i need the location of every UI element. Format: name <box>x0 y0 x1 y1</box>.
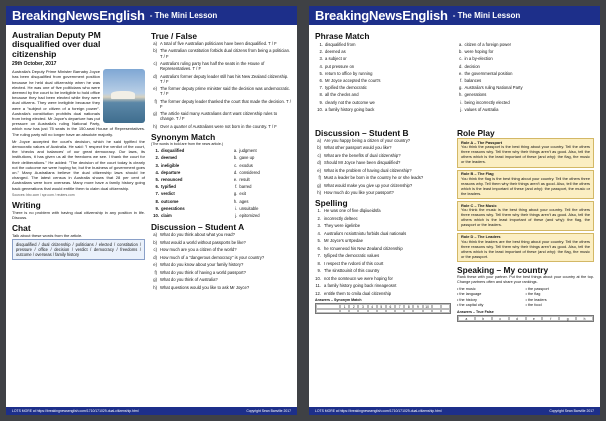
list-item: 3. They were iigelinbe <box>317 223 361 229</box>
list-item: a) A total of five Australian politicians have been disqualified. T / F <box>153 41 277 46</box>
synonym-table <box>151 147 291 219</box>
list-item: f) The former deputy leader thanked the court that made the decision. T / F <box>154 98 291 109</box>
chat-word-box: disqualified / dual citizenship / politicians / elected / constitution / pressure / office / decision / verdict / democracy / freedoms / outcome / overseas / family history <box>12 239 145 260</box>
article-paragraph: Australia's Deputy Prime Minister Barnaby Joyce has been disqualified from government position because he held dual citizenship when he was elected. He was one of five politicians who were deemed by the court to be ineligible to hold office because they had been elected while they were dual citizens. They were ineligible because they were a "subject or citizen of a foreign power". Australia's constitution prohibits dual nationals from being elected. Mr Joyce's departure has put pressure on Australia's ruling National Party, which now has just 75 seats in the 150-seat House of Representatives. The ruling party will no longer have an absolute majority. <box>12 69 145 137</box>
list-item: 9. The sinsttouinit of this country <box>317 268 380 274</box>
synonym-right-item: b. gave up <box>233 155 255 161</box>
speaking-option: • the flag <box>525 292 541 297</box>
right-column <box>151 31 291 405</box>
role-play-heading: Role Play <box>457 128 495 138</box>
synonym-left-item: 9. generations <box>155 205 185 211</box>
list-item: e) The former deputy prime minister said the decision was undemocratic. T / F <box>153 86 291 97</box>
answers-grid: 1 2 3 4 5 6 7 8 9 10 <box>315 303 451 314</box>
synonym-right-item: d. considered <box>233 169 260 175</box>
speaking-option: • the food <box>525 302 542 307</box>
phrase-left-item: 6. Mr Joyce accepted the court's <box>319 78 381 84</box>
speaking-options <box>457 287 594 309</box>
lesson-subtitle: - The Mini Lesson <box>452 11 521 20</box>
answers-heading: Answers – True False <box>457 310 494 315</box>
article-paragraph: Mr Joyce accepted the court's decision, which he said typified the democratic values of Australia. He said: "I respect the verdict of the court, the 'checks and balances' of our great democracy. Our laws, its institutions, it has given us all the freedoms we see. I thank the court for their deliberations." He added: "The decision of the court today is clearly not the outcome we were hoping for, but the business of government goes on." Many Australians believe the dual citizenship laws should be changed. The latest census in Australia shows that 28 per cent of Australians were born overseas. Many more have a family history going back generations that would entitle them to claim dual citizenship. <box>12 138 145 191</box>
header-banner <box>6 6 297 25</box>
article-body <box>12 69 145 191</box>
answers-grid: a b c d e f g h <box>457 315 594 322</box>
list-item: e) What do you know about your family history? <box>153 262 244 268</box>
synonym-instruction: (The words in bold are from the news article.) <box>151 142 224 147</box>
discussion-a-list <box>151 232 291 289</box>
speaking-option: • the leaders <box>525 297 547 302</box>
page-footer <box>6 407 297 415</box>
list-item: 4. Australia's ncsiottniotu forbids dual nationals <box>317 230 407 236</box>
writing-text: There is no problem with having dual citizenship in any position in life. Discuss. <box>12 209 145 221</box>
page-footer <box>309 407 600 415</box>
phrase-left-item: 1. disqualified from <box>319 42 356 47</box>
list-item: 11. a family history going back rineageosnt <box>315 283 397 289</box>
list-item: a) What do you think about what you read? <box>153 232 235 238</box>
list-item: d) Should Mr Joyce have been disqualified? <box>317 160 401 166</box>
phrase-left-item: 7. typified the democratic <box>319 85 367 91</box>
synonym-left-item: 3. ineligible <box>155 162 180 168</box>
phrase-left-item: 10. a family history going back <box>317 106 375 112</box>
list-item: b) The Australian constitution forbids dual citizens from being a politician. T / F <box>153 48 291 59</box>
synonym-right-item: j. epitomized <box>235 213 260 219</box>
list-item: g) The article said many Australians don't want citizenship rules to change. T / F <box>153 111 278 122</box>
writing-heading: Writing <box>12 199 41 210</box>
chat-heading: Chat <box>12 223 31 234</box>
left-column <box>315 128 451 405</box>
list-item: b) What other passport would you like? <box>317 145 392 151</box>
list-item: g) What do you think of Australia? <box>153 277 218 283</box>
list-item: c) How much are you a citizen of the world? <box>153 247 237 253</box>
synonym-left-item: 1. disqualified <box>155 148 185 154</box>
list-item: 2. incorrectly delteec <box>317 215 358 221</box>
synonym-right-item: i. unsuitable <box>235 205 259 211</box>
phrase-right-item: g. Australia's ruling National Party <box>459 85 523 91</box>
speaking-option: • the language <box>457 292 482 297</box>
true-false-list <box>151 41 291 129</box>
phrase-right-item: e. the governmental position <box>459 70 513 76</box>
list-item: f) What do you think of having a world passport? <box>154 269 246 275</box>
list-item: f) Must a leader be born in the country he or she leads? <box>318 175 424 181</box>
footer-link[interactable]: LOTS MORE at https://breakingnewsenglish.com/1710/171029-dual-citizenship.html <box>315 409 442 413</box>
phrase-left-item: 2. deemed as <box>319 49 346 55</box>
left-column <box>12 31 145 405</box>
phrase-right-item: c. in a by-election <box>459 56 493 62</box>
phrase-left-item: 3. a subject or <box>319 56 347 62</box>
brand-name: BreakingNewsEnglish <box>12 8 145 23</box>
spelling-heading: Spelling <box>315 198 348 209</box>
list-item: h) How much do you like your passport? <box>317 190 394 196</box>
role-card: Role A – The Passport You think the passport is the best thing about your country. Tell the others three reasons why. Tell them why their things aren't as good. Also, tell the others which is the least important of these (and why): the flag, the music or the leaders. <box>457 138 594 168</box>
answers-block <box>457 310 594 322</box>
role-card: Role B – The Flag You think the flag is the best thing about your country. Tell the others three reasons why. Tell them why their things aren't as good. Also, tell the others which is the least important of these (and why): the passport, the music or the leaders. <box>457 170 594 200</box>
article-date: 29th October, 2017 <box>12 61 57 68</box>
role-card: Role D – The Leaders You think the leaders are the best thing about your country. Tell the others three reasons why. Tell them why their things aren't as good. Also, tell the others which is the least important of these (and why): the flag, the music or the passport. <box>457 233 594 263</box>
list-item: 5. Mr Joyce's urrtpedae <box>317 238 363 244</box>
footer-link[interactable]: LOTS MORE at https://breakingnewsenglish.com/1710/171029-dual-citizenship.html <box>12 409 139 413</box>
answers-block <box>315 298 451 314</box>
phrase-right-item: b. were hoping for <box>459 49 494 55</box>
spelling-list <box>315 208 451 295</box>
synonym-left-item: 8. outcome <box>155 198 179 204</box>
phrase-right-item: a. citizen of a foreign power <box>459 42 512 47</box>
synonym-right-item: f. barred <box>235 184 252 190</box>
synonym-right-item: c. exodus <box>234 162 253 168</box>
role-card: Role C – The Music You think the music is the best thing about your country. Tell the others three reasons why. Tell them why their things aren't as good. Also, tell the others which is the least important of these (and why): the flag, the passport or the leaders. <box>457 201 594 231</box>
speaking-option: • the history <box>457 297 477 302</box>
speaking-text: Rank these with your partner. Put the best things about your country at the top. Change partners often and share your rankings. <box>457 275 594 284</box>
speaking-heading: Speaking – My country <box>457 265 549 276</box>
discussion-a-heading: Discussion – Student A <box>151 222 245 233</box>
list-item: 12. entitle them to cmila dual citizenship <box>315 290 392 296</box>
footer-copyright: Copyright Sean Banville 2017 <box>246 409 291 413</box>
footer-copyright: Copyright Sean Banville 2017 <box>549 409 594 413</box>
list-item: 10. not the oomteucn we were hoping for <box>315 275 393 281</box>
phrase-match-heading: Phrase Match <box>315 31 370 41</box>
list-item: 7. tyfiiped the democratic values <box>317 253 380 259</box>
phrase-left-item: 8. all the checks and <box>319 92 359 98</box>
true-false-heading: True / False <box>151 31 198 41</box>
phrase-right-item: d. decision <box>459 63 480 69</box>
list-item: 8. I respect the rvdceti of this court <box>317 260 384 266</box>
lesson-subtitle: - The Mini Lesson <box>149 11 218 20</box>
list-item: e) What is the problem of having dual citizenship? <box>317 167 412 173</box>
list-item: 6. he rcnueneod his New Zealand citizenship <box>317 245 403 251</box>
discussion-b-list <box>315 138 451 195</box>
speaking-option: • the music <box>457 286 476 291</box>
phrase-match-table <box>315 41 594 113</box>
discussion-b-heading: Discussion – Student B <box>315 128 409 138</box>
list-item: c) What are the benefits of dual citizenship? <box>317 152 401 158</box>
synonym-right-item: h. ages <box>233 198 249 204</box>
list-item: d) How much of a "dangerous democracy" is your country? <box>153 254 265 260</box>
right-column <box>457 128 594 405</box>
synonym-left-item: 2. deemed <box>155 155 177 161</box>
speaking-option: • the passport <box>525 286 549 291</box>
article-title: Australian Deputy PM disqualified over dual citizenship <box>12 31 101 59</box>
answers-heading: Answers – Synonym Match <box>315 298 362 303</box>
article-photo <box>103 69 145 123</box>
worksheet-page-1 <box>6 6 297 415</box>
phrase-right-item: j. values of Australia <box>460 106 499 112</box>
list-item: 1. He was one of five dlqiiueidsfa <box>317 208 381 214</box>
phrase-left-item: 9. clearly not the outcome we <box>319 99 375 105</box>
phrase-match-section <box>315 31 594 127</box>
synonym-right-item: a. judgment <box>233 148 257 154</box>
list-item: b) What would a world without passports be like? <box>153 239 246 245</box>
synonym-right-item: e. result <box>233 177 250 183</box>
worksheet-page-2 <box>309 6 600 415</box>
phrase-right-item: f. balances <box>460 78 482 84</box>
article-sources: Sources: bbc.com / spr.com / reuters.com <box>12 192 75 197</box>
phrase-right-item: i. being incorrectly elected <box>460 99 510 105</box>
synonym-left-item: 4. departure <box>155 169 181 175</box>
list-item: h) Over a quarter of Australians were not born in the country. T / F <box>153 123 277 129</box>
speaking-option: • the capital city <box>457 302 484 307</box>
list-item: h) What questions would you like to ask Mr Joyce? <box>153 284 250 290</box>
synonym-match-heading: Synonym Match <box>151 132 216 143</box>
synonym-left-item: 10. claim <box>153 213 172 219</box>
synonym-left-item: 5. renounced <box>155 177 183 183</box>
list-item: a) Are you happy being a citizen of your country? <box>317 138 411 143</box>
synonym-right-item: g. exit <box>233 191 246 197</box>
phrase-right-item: h. generations <box>459 92 487 98</box>
list-item: c) Australia's ruling party has half the seats in the House of Representatives. T / F <box>153 61 265 72</box>
header-banner <box>309 6 600 25</box>
phrase-left-item: 4. put pressure on <box>319 63 355 69</box>
brand-name: BreakingNewsEnglish <box>315 8 448 23</box>
synonym-left-item: 7. verdict <box>155 191 175 197</box>
phrase-left-item: 5. return to office by running <box>319 70 373 76</box>
list-item: d) Australia's former deputy leader still has his New Zealand citizenship. T / F <box>153 73 289 84</box>
synonym-left-item: 6. typified <box>155 184 176 190</box>
chat-text: Talk about these words from the article. <box>12 233 83 239</box>
list-item: g) What would make you give up your citizenship? <box>317 182 413 188</box>
